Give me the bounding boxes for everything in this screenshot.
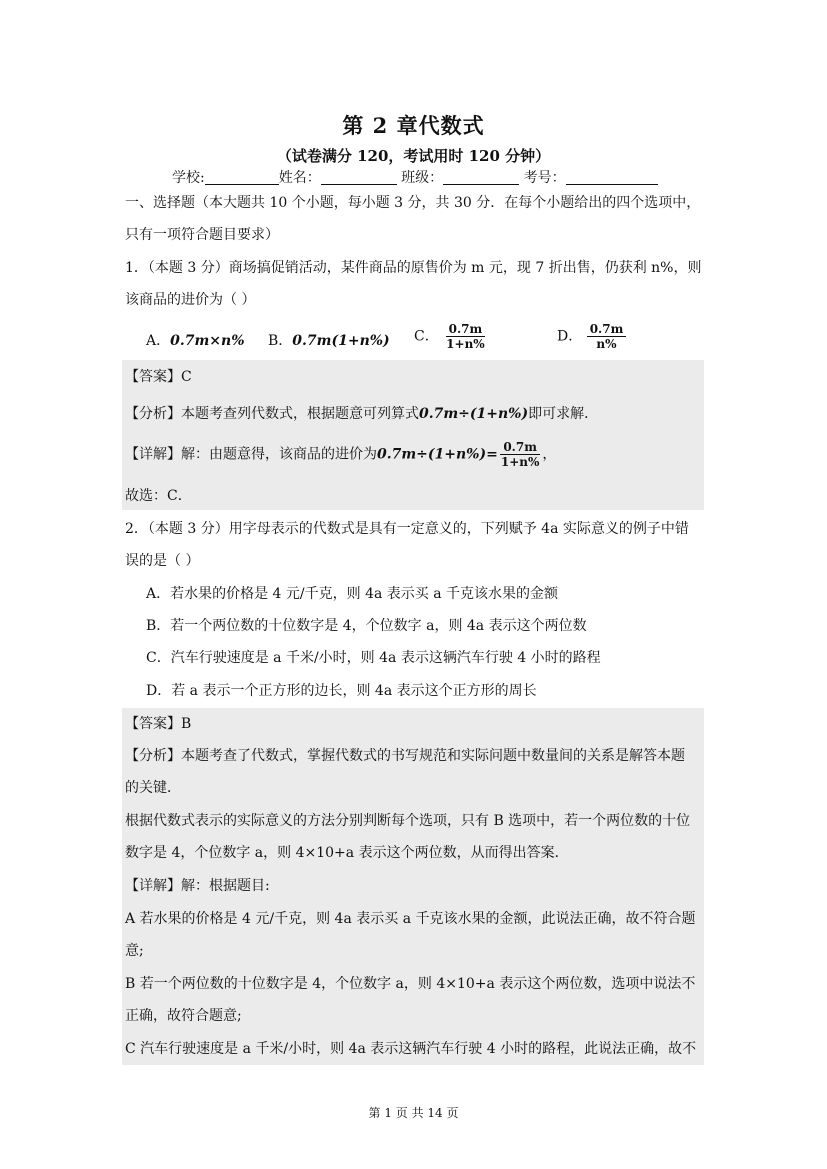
page-title: 第 2 章代数式 [342,113,485,138]
q1-analysis-end: 即可求解． [528,406,599,422]
page-subtitle: （试卷满分 120，考试用时 120 分钟） [276,147,551,165]
q2-analysis-line1: 【分析】本题考查了代数式，掌握代数式的书写规范和实际问题中数量间的关系是解答本题 [125,748,685,764]
q2-analysis-line2: 的关键． [125,780,181,796]
section-heading-line2: 只有一项符合题目要求） [125,227,279,243]
q1-option-a [146,330,245,350]
q1-detail-text: 【详解】解：由题意得，该商品的进价为 [125,446,377,463]
q1-detail-expr: 0.7m÷(1+n%)= [377,446,498,463]
student-info-line [172,167,658,187]
class-label: 班级： [401,170,444,186]
q2-detail-line1: 【详解】解：根据题目: [125,878,270,894]
q1-detail-fraction [498,440,543,469]
q1-option-c [414,322,488,351]
q2-detail-line2: A 若水果的价格是 4 元/千克，则 4a 表示买 a 千克该水果的金额，此说法正确，故不符合题 [125,911,696,927]
q1-option-c-fraction [443,322,488,351]
q1-option-c-denominator: 1+n% [446,337,485,351]
q2-detail-line3: 意; [125,943,144,959]
q1-stem-line1: 1．（本题 3 分）商场搞促销活动，某件商品的原售价为 m 元，现 7 折出售，仍获利 n%，则 [125,260,702,276]
q2-analysis-line4: 数字是 4，个位数字 a，则 4×10+a 表示这个两位数，从而得出答案． [125,845,569,861]
q1-detail [125,440,556,469]
exam-no-blank [566,169,658,185]
q2-detail-line5: 正确，故符合题意; [125,1008,242,1024]
q1-option-c-label: C． [414,328,439,345]
q2-option-c: C．汽车行驶速度是 a 千米/小时，则 4a 表示这辆汽车行驶 4 小时的路程 [146,650,601,666]
q2-stem-line2: 误的是（ ） [125,553,200,569]
name-blank [321,169,397,185]
q1-analysis-text: 【分析】本题考查列代数式，根据题意可列算式 [125,406,419,422]
q1-option-a-label: A． [146,333,171,349]
q1-detail-numerator: 0.7m [500,440,540,455]
q1-option-d-label: D． [557,328,583,345]
q1-option-c-numerator: 0.7m [446,322,486,337]
q1-solution-box [122,360,704,510]
q1-option-d-fraction [587,322,627,351]
q1-option-b [268,330,390,350]
q1-option-d [557,322,626,351]
q1-detail-end: ， [542,446,557,463]
school-label: 学校: [172,170,205,186]
q1-answer: 【答案】C [125,369,192,385]
q1-detail-denominator: 1+n% [500,455,540,469]
section-heading-line1: 一、选择题（本大题共 10 个小题，每小题 3 分，共 30 分．在每个小题给出的四个选项中， [125,195,701,211]
q2-option-a: A．若水果的价格是 4 元/千克，则 4a 表示买 a 千克该水果的金额 [146,586,559,602]
page-footer: 第 1 页 共 14 页 [368,1106,459,1120]
class-blank [443,169,519,185]
q2-stem-line1: 2．（本题 3 分）用字母表示的代数式是具有一定意义的，下列赋予 4a 实际意义的例子中错 [125,521,689,537]
q2-detail-line4: B 若一个两位数的十位数字是 4，个位数字 a，则 4×10+a 表示这个两位数，选项中说法不 [125,976,696,992]
q1-option-d-denominator: n% [596,337,617,351]
q2-option-d: D．若 a 表示一个正方形的边长，则 4a 表示这个正方形的周长 [146,683,537,699]
q1-choose: 故选：C． [125,488,192,504]
q1-stem-line2: 该商品的进价为（ ） [125,292,256,308]
exam-no-label: 考号： [523,170,566,186]
q1-option-a-expr: 0.7m×n% [170,333,245,349]
name-label: 姓名： [278,170,321,186]
q2-analysis-line3: 根据代数式表示的实际意义的方法分别判断每个选项，只有 B 选项中，若一个两位数的十位 [125,813,691,829]
q1-analysis [125,404,598,424]
school-blank [205,169,279,185]
q1-analysis-expr: 0.7m÷(1+n%) [419,406,529,422]
q1-option-b-label: B． [268,333,293,349]
q1-option-b-expr: 0.7m(1+n%) [292,333,390,349]
q2-detail-line6: C 汽车行驶速度是 a 千米/小时，则 4a 表示这辆汽车行驶 4 小时的路程，此说法正确，故不 [125,1041,697,1057]
q1-option-d-numerator: 0.7m [587,322,627,337]
q2-answer: 【答案】B [125,716,192,732]
q2-option-b: B．若一个两位数的十位数字是 4，个位数字 a，则 4a 表示这个两位数 [146,618,587,634]
